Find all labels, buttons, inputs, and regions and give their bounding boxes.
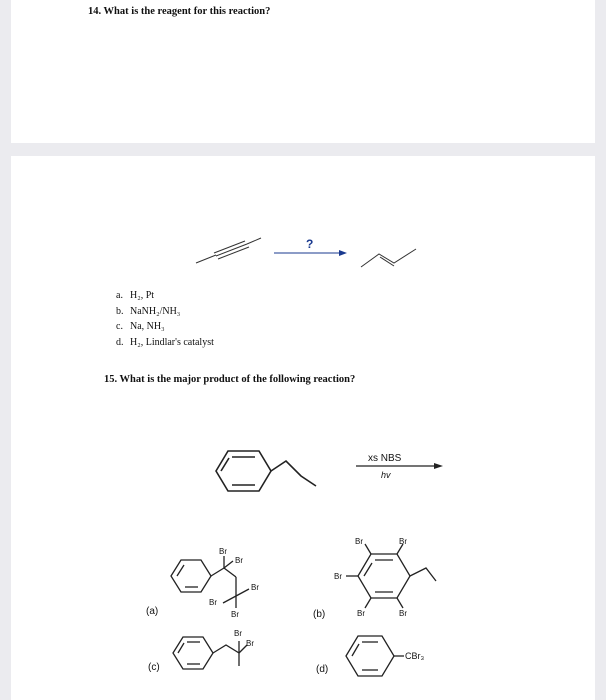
answer-a-br-1: Br: [219, 547, 227, 556]
answer-a-c3-br-left: [223, 596, 236, 603]
answer-a-chain: [211, 568, 236, 577]
option-b-text: NaNH₂/NH₃: [130, 305, 181, 317]
answer-c-label: (c): [148, 662, 160, 673]
answer-c-br-1: Br: [234, 629, 242, 638]
option-c-letter: c.: [116, 321, 123, 332]
question-15-text: 15. What is the major product of the following reaction?: [104, 374, 356, 385]
question-15-figure: [11, 156, 595, 700]
option-d-letter: d.: [116, 336, 124, 348]
option-a-text: H₂, Pt: [130, 290, 155, 301]
page-one: [11, 0, 595, 143]
answer-a-label: (a): [146, 606, 159, 617]
answer-d-label: (d): [316, 664, 329, 675]
answer-a-br-2: Br: [235, 556, 243, 565]
answer-d-cbr3-group: CBr₃: [405, 651, 425, 661]
answer-b-br-bottom-right: [397, 598, 403, 608]
answer-b-br-bottom-left: [365, 598, 371, 608]
question-14-text: 14. What is the reagent for this reaction?: [88, 6, 271, 17]
option-b-letter: b.: [116, 305, 124, 317]
answer-b-br-4: Br: [357, 609, 365, 618]
answer-b-br-5: Br: [399, 609, 407, 618]
answer-a-c1-br-right: [224, 561, 233, 568]
answer-b-chain: [410, 568, 436, 581]
answer-d-ring-double-3: [352, 644, 359, 656]
option-d-text: H₂, Lindlar's catalyst: [130, 336, 214, 348]
option-c-text: Na, NH₃: [130, 321, 165, 332]
answer-a-br-5: Br: [231, 610, 239, 619]
page-two: [11, 156, 595, 700]
answer-c-chain: [213, 645, 239, 666]
reagent-top: xs NBS: [368, 453, 402, 464]
answer-a-br-3: Br: [251, 583, 259, 592]
q14-arrow-label: ?: [306, 237, 314, 251]
reagent-bottom: hv: [381, 470, 391, 480]
answer-b-br-3: Br: [334, 572, 342, 581]
option-a-letter: a.: [116, 290, 123, 301]
answer-b-br-top-left: [365, 544, 371, 554]
answer-b-label: (b): [313, 609, 326, 620]
answer-a-br-4: Br: [209, 598, 217, 607]
answer-b-br-2: Br: [399, 537, 407, 546]
answer-a-c2-br: [236, 589, 249, 596]
q15-arrowhead: [434, 463, 443, 469]
answer-a-ring-double: [177, 565, 184, 576]
start-propyl-chain: [271, 461, 316, 486]
answer-b-br-1: Br: [355, 537, 363, 546]
answer-c-br-2: Br: [246, 639, 254, 648]
